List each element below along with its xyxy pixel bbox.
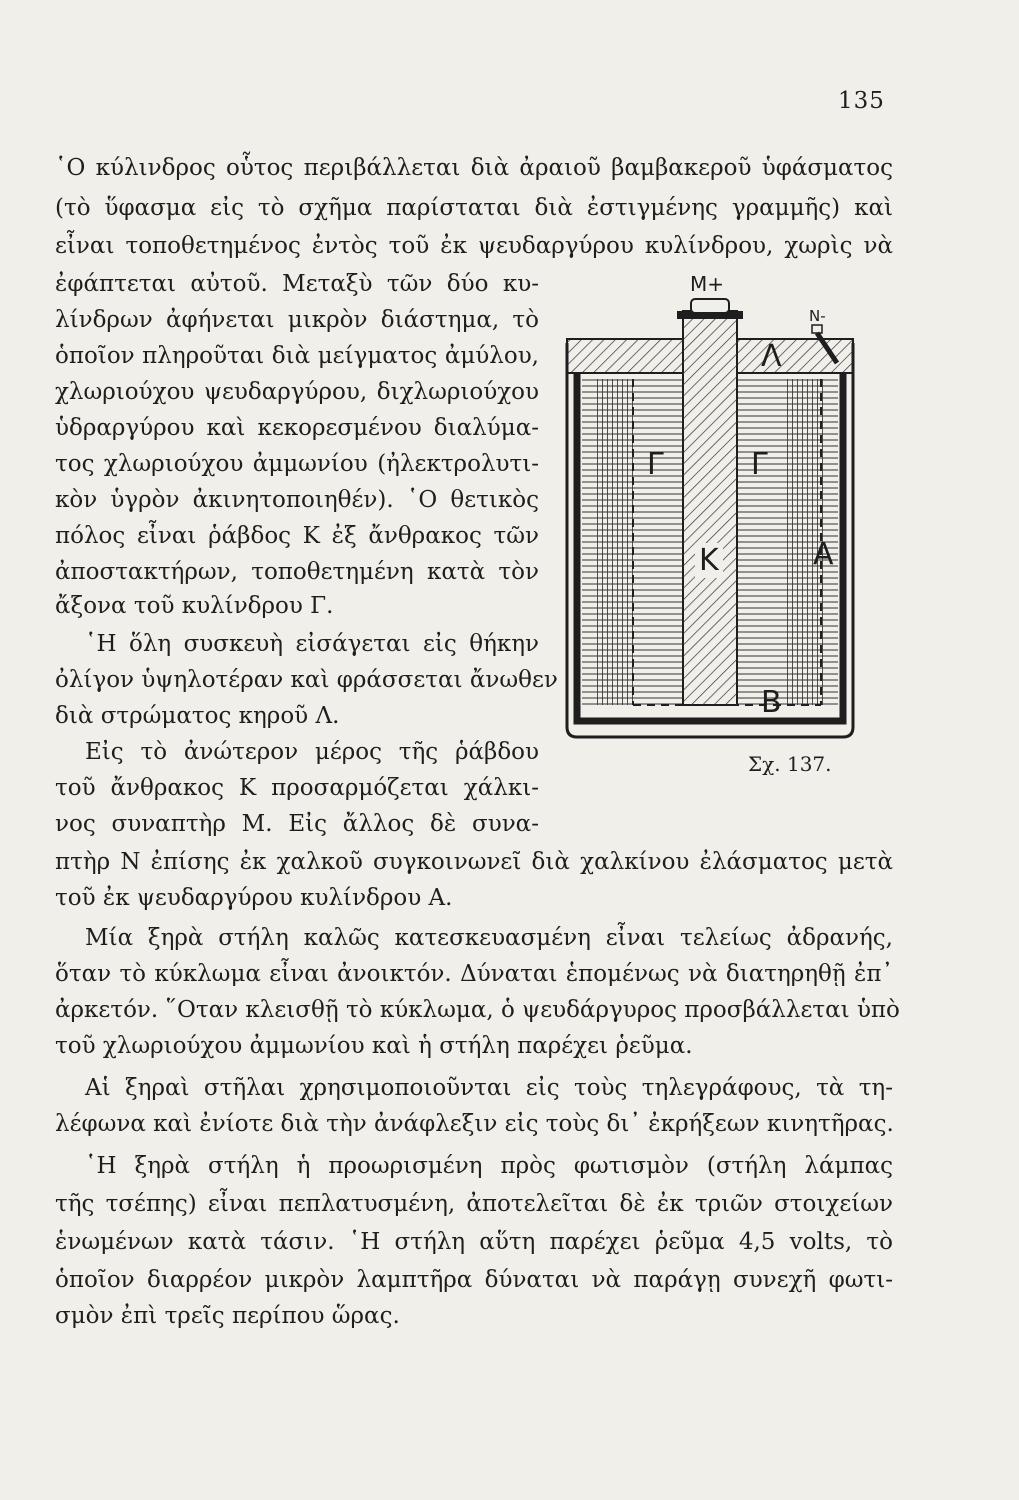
text-line: τοῦ ἐκ ψευδαργύρου κυλίνδρου Α. — [55, 885, 453, 911]
text-line: ὁποῖον διαρρέον μικρὸν λαμπτῆρα δύναται νὰ παράγῃ συνεχῆ φωτι- — [55, 1267, 893, 1293]
label-gamma-left: Γ — [647, 447, 664, 482]
label-m-plus: M+ — [690, 272, 725, 296]
text-line: διὰ στρώματος κηροῦ Λ. — [55, 703, 340, 729]
text-line: τοῦ χλωριούχου ἀμμωνίου καὶ ἡ στήλη παρέχει ῥεῦμα. — [55, 1033, 693, 1059]
text-line: ῾Ο κύλινδρος οὗτος περιβάλλεται διὰ ἀραιοῦ βαμβακεροῦ ὑφάσματος — [55, 155, 893, 181]
dry-cell-figure — [555, 272, 875, 755]
text-line: ὁποῖον πληροῦται διὰ μείγματος ἀμύλου, — [55, 343, 539, 369]
text-line: (τὸ ὕφασμα εἰς τὸ σχῆμα παρίσταται διὰ ἐστιγμένης γραμμῆς) καὶ — [55, 195, 893, 221]
text-line: κὸν ὑγρὸν ἀκινητοποιηθέν). ῾Ο θετικὸς — [55, 487, 539, 513]
text-line: νος συναπτὴρ Μ. Εἰς ἄλλος δὲ συνα- — [55, 811, 539, 837]
figure-caption: Σχ. 137. — [748, 752, 832, 776]
text-line: τῆς τσέπης) εἶναι πεπλατυσμένη, ἀποτελεῖται δὲ ἐκ τριῶν στοιχείων — [55, 1191, 893, 1217]
text-line: ἑνωμένων κατὰ τάσιν. ῾Η στήλη αὕτη παρέχει ῥεῦμα 4,5 volts, τὸ — [55, 1229, 893, 1255]
text-line: ὅταν τὸ κύκλωμα εἶναι ἀνοικτόν. Δύναται ἑπομένως νὰ διατηρηθῇ ἐπ᾿ — [55, 961, 893, 987]
label-gamma-right: Γ — [751, 447, 768, 482]
text-line: τος χλωριούχου ἀμμωνίου (ἠλεκτρολυτι- — [55, 451, 539, 477]
text-line: ἀρκετόν. ῞Οταν κλεισθῇ τὸ κύκλωμα, ὁ ψευδάργυρος προσβάλλεται ὑπὸ — [55, 997, 900, 1023]
page-number: 135 — [838, 88, 885, 114]
text-line: λέφωνα καὶ ἐνίοτε διὰ τὴν ἀνάφλεξιν εἰς τοὺς δι᾿ ἐκρήξεων κινητῆρας. — [55, 1111, 894, 1137]
dry-cell-diagram — [555, 275, 875, 755]
label-beta: B — [761, 685, 782, 720]
label-lambda: Λ — [761, 339, 782, 374]
text-line: ῾Η ξηρὰ στήλη ἡ προωρισμένη πρὸς φωτισμὸν (στήλη λάμπας — [85, 1153, 893, 1179]
text-line: ἄξονα τοῦ κυλίνδρου Γ. — [55, 593, 334, 619]
text-line: πόλος εἶναι ῥάβδος Κ ἐξ ἄνθρακος τῶν — [55, 523, 539, 549]
text-line: ὀλίγον ὑψηλοτέραν καὶ φράσσεται ἄνωθεν — [55, 667, 558, 693]
text-line: ὑδραργύρου καὶ κεκορεσμένου διαλύμα- — [55, 415, 539, 441]
text-line: Μία ξηρὰ στήλη καλῶς κατεσκευασμένη εἶναι τελείως ἀδρανής, — [85, 925, 893, 951]
label-kappa: K — [695, 543, 723, 578]
text-line: εἶναι τοποθετημένος ἐντὸς τοῦ ἐκ ψευδαργύρου κυλίνδρου, χωρὶς νὰ — [55, 233, 893, 259]
text-line: λίνδρων ἀφήνεται μικρὸν διάστημα, τὸ — [55, 307, 539, 333]
text-line: ῾Η ὅλη συσκευὴ εἰσάγεται εἰς θήκην — [85, 631, 539, 657]
label-n-minus: N- — [809, 307, 826, 325]
text-line: πτὴρ Ν ἐπίσης ἐκ χαλκοῦ συγκοινωνεῖ διὰ χαλκίνου ἐλάσματος μετὰ — [55, 849, 893, 875]
text-line: ἐφάπτεται αὐτοῦ. Μεταξὺ τῶν δύο κυ- — [55, 271, 539, 297]
text-line: χλωριούχου ψευδαργύρου, διχλωριούχου — [55, 379, 539, 405]
text-line: τοῦ ἄνθρακος Κ προσαρμόζεται χάλκι- — [55, 775, 539, 801]
text-line: Εἰς τὸ ἀνώτερον μέρος τῆς ῥάβδου — [85, 739, 539, 765]
text-line: ἀποστακτήρων, τοποθετημένη κατὰ τὸν — [55, 559, 539, 585]
text-line: σμὸν ἐπὶ τρεῖς περίπου ὥρας. — [55, 1303, 400, 1329]
label-alpha: A — [813, 537, 834, 572]
text-line: Αἱ ξηραὶ στῆλαι χρησιμοποιοῦνται εἰς τοὺς τηλεγράφους, τὰ τη- — [85, 1075, 893, 1101]
